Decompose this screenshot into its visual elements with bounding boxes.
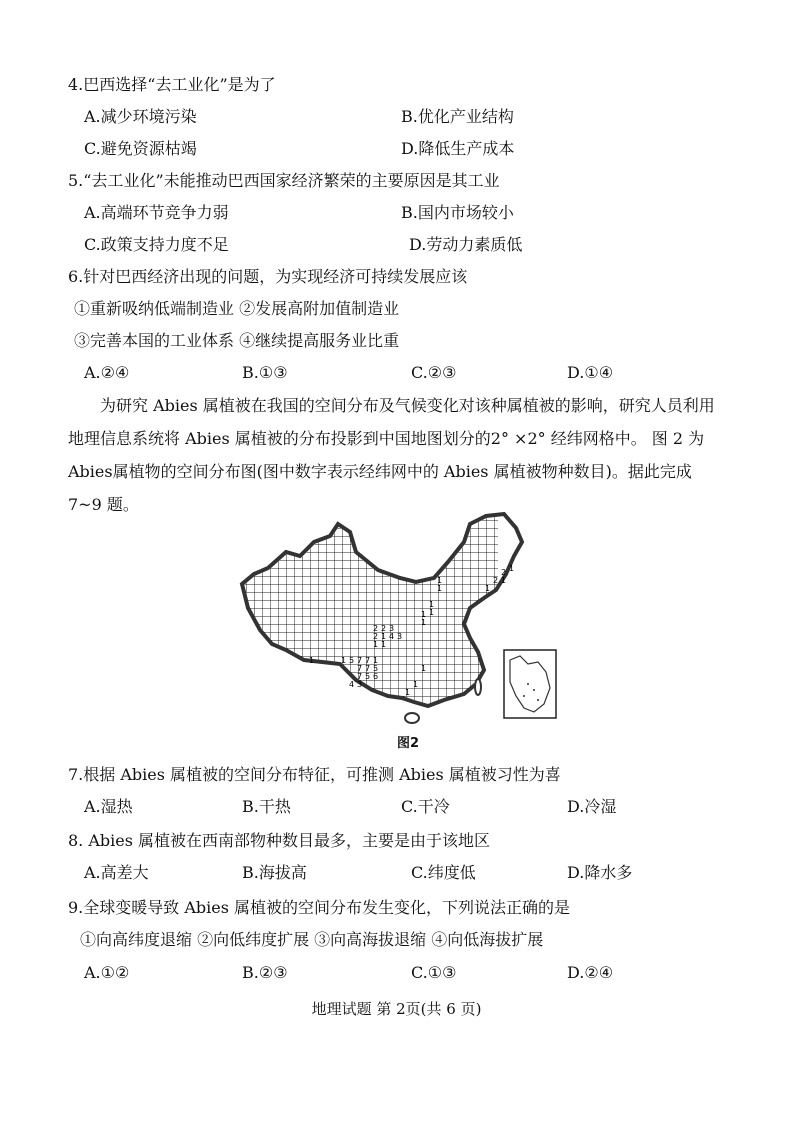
species-count-label: 2 <box>501 568 507 577</box>
q9-choices: ①向高纬度退缩 ②向低纬度扩展 ③向高海拔退缩 ④向低海拔扩展 <box>80 930 544 949</box>
q5-option-b: B.国内市场较小 <box>401 203 514 222</box>
species-count-label: 5 <box>373 664 379 673</box>
species-count-label: 7 <box>365 656 371 665</box>
species-count-label: 7 <box>357 664 363 673</box>
species-count-label: 3 <box>397 632 403 641</box>
species-count-label: 1 <box>381 632 387 641</box>
question-4-stem: 4.巴西选择“去工业化”是为了 <box>68 75 276 94</box>
species-count-label: 5 <box>365 672 371 681</box>
q7-option-c: C.干冷 <box>401 797 450 816</box>
species-count-label: 1 <box>501 576 507 585</box>
q6-choices-line-2: ③完善本国的工业体系 ④继续提高服务业比重 <box>74 331 400 350</box>
species-count-label: 1 <box>373 656 379 665</box>
q6-option-d: D.①④ <box>567 363 614 382</box>
q5-option-c: C.政策支持力度不足 <box>84 235 229 254</box>
map-grid <box>238 512 498 712</box>
species-count-label: 2 <box>373 624 379 633</box>
species-count-label: 1 <box>421 610 427 619</box>
species-count-label: 1 <box>341 656 347 665</box>
china-grid-map <box>238 512 558 726</box>
q8-option-b: B.海拔高 <box>242 863 307 882</box>
q4-option-c: C.避免资源枯竭 <box>84 139 197 158</box>
abies-distribution-map <box>238 512 558 726</box>
species-count-label: 2 <box>381 624 387 633</box>
q9-option-b: B.②③ <box>242 963 288 982</box>
q4-option-b: B.优化产业结构 <box>401 107 514 126</box>
species-count-label: 3 <box>357 680 363 689</box>
species-count-label: 2 <box>493 576 499 585</box>
q5-option-a: A.高端环节竞争力弱 <box>84 203 229 222</box>
species-count-label: 1 <box>405 688 411 697</box>
q9-option-d: D.②④ <box>567 963 614 982</box>
q8-option-d: D.降水多 <box>567 863 633 882</box>
q6-option-c: C.②③ <box>411 363 457 382</box>
species-count-label: 1 <box>509 564 515 573</box>
species-count-label: 6 <box>373 672 379 681</box>
species-count-label: 1 <box>413 680 419 689</box>
q9-option-c: C.①③ <box>411 963 457 982</box>
q9-option-a: A.①② <box>84 963 130 982</box>
material-paragraph: 为研究 Abies 属植被在我国的空间分布及气候变化对该种属植被的影响，研究人员利用地理信息系统将 Abies 属植被的分布投影到中国地图划分的2° ×2° 经纬网格中。 图 2 为 Abies属植物的空间分布图(图中数字表示经纬网中的 Abies 属植被物种数目)。据此完成 7~9 题。 <box>68 396 715 514</box>
taiwan-island <box>475 679 481 695</box>
species-count-label: 1 <box>421 618 427 627</box>
species-count-label: 3 <box>389 624 395 633</box>
species-count-label: 7 <box>357 672 363 681</box>
species-count-label: 4 <box>389 632 395 641</box>
q4-option-d: D.降低生产成本 <box>401 139 515 158</box>
q6-option-b: B.①③ <box>242 363 288 382</box>
species-count-label: 1 <box>429 608 435 617</box>
species-count-label: 4 <box>349 680 355 689</box>
species-count-label: 1 <box>373 640 379 649</box>
hainan-island <box>405 713 419 723</box>
page-footer: 地理试题 第 2页(共 6 页) <box>311 1000 482 1018</box>
question-7-stem: 7.根据 Abies 属植被的空间分布特征，可推测 Abies 属植被习性为喜 <box>68 765 561 784</box>
species-count-label: 5 <box>349 656 355 665</box>
q6-option-a: A.②④ <box>84 363 130 382</box>
species-count-label: 1 <box>437 576 443 585</box>
south-china-sea-inset <box>504 650 556 718</box>
q4-option-a: A.减少环境污染 <box>84 107 197 126</box>
q7-option-b: B.干热 <box>242 797 291 816</box>
species-count-label: 1 <box>381 640 387 649</box>
species-count-label: 1 <box>429 600 435 609</box>
species-count-label: 7 <box>365 664 371 673</box>
q7-option-d: D.冷湿 <box>567 797 617 816</box>
q7-option-a: A.湿热 <box>84 797 133 816</box>
species-count-label: 7 <box>357 656 363 665</box>
q8-option-c: C.纬度低 <box>411 863 476 882</box>
question-8-stem: 8. Abies 属植被在西南部物种数目最多，主要是由于该地区 <box>68 831 491 850</box>
species-count-label: 1 <box>421 664 427 673</box>
species-count-label: 2 <box>373 632 379 641</box>
q8-option-a: A.高差大 <box>84 863 149 882</box>
q6-choices-line-1: ①重新吸纳低端制造业 ②发展高附加值制造业 <box>74 299 400 318</box>
q5-option-d: D.劳动力素质低 <box>409 235 523 254</box>
question-9-stem: 9.全球变暖导致 Abies 属植被的空间分布发生变化，下列说法正确的是 <box>68 898 571 917</box>
figure-caption: 图2 <box>397 736 420 751</box>
species-count-label: 1 <box>485 584 491 593</box>
question-6-stem: 6.针对巴西经济出现的问题，为实现经济可持续发展应该 <box>68 267 468 286</box>
question-5-stem: 5.“去工业化”未能推动巴西国家经济繁荣的主要原因是其工业 <box>68 171 500 190</box>
species-count-label: 1 <box>437 584 443 593</box>
species-count-label: 1 <box>309 656 315 665</box>
